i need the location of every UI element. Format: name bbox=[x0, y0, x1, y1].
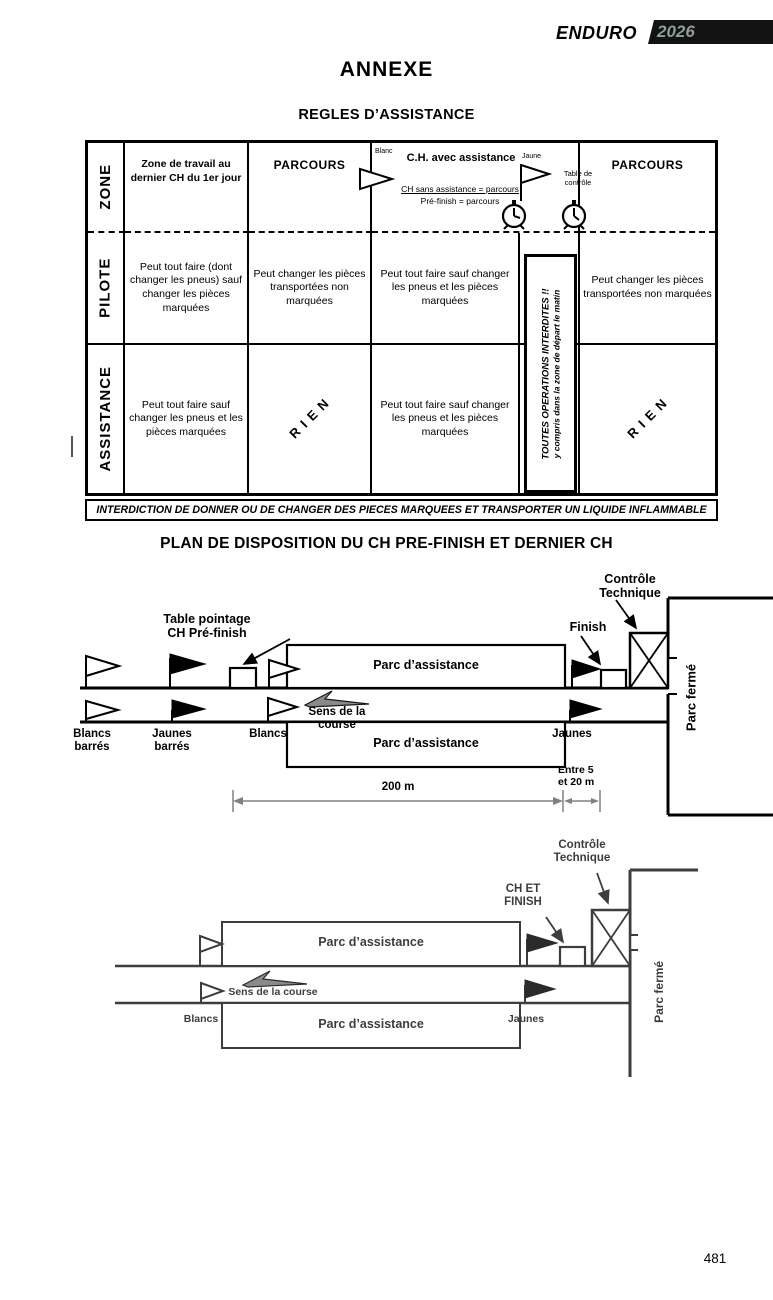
assistance-rules-table bbox=[85, 140, 718, 496]
blancs-label: Blancs bbox=[249, 728, 287, 740]
table-pointage-box bbox=[230, 668, 256, 688]
zone-parcours-right-cell: PARCOURS bbox=[580, 143, 715, 233]
pilote-cell-4: Peut changer les pièces transportées non marquées bbox=[580, 233, 715, 345]
rules-section-title: REGLES D’ASSISTANCE bbox=[298, 107, 475, 123]
clock-icon bbox=[560, 199, 588, 231]
black-flag-icon bbox=[172, 700, 205, 722]
page-number: 481 bbox=[703, 1251, 727, 1266]
finish-arrow bbox=[581, 636, 600, 664]
black-flag-icon bbox=[525, 980, 555, 1003]
brand-name: ENDURO bbox=[556, 23, 638, 43]
ch-rule-2: Pré-finish = parcours bbox=[420, 196, 500, 206]
controle-technique-crossed-box bbox=[630, 633, 668, 688]
pilote-cell-2: Peut changer les pièces transportées non marquées bbox=[249, 233, 372, 345]
parc-assistance-top-label: Parc d’assistance bbox=[373, 658, 479, 672]
controle-technique-crossed-box bbox=[592, 910, 630, 966]
diagram-pre-finish bbox=[73, 570, 773, 820]
assistance-cell-4: RIEN bbox=[624, 391, 674, 441]
jaunes-label: Jaunes bbox=[507, 1013, 545, 1025]
page-title: ANNEXE bbox=[339, 58, 434, 81]
pilote-cell-1: Peut tout faire (dont changer les pneus) sauf changer les pièces marquées bbox=[125, 233, 249, 345]
finish-label: Finish bbox=[569, 620, 607, 634]
blancs-barres-label: Blancs barrés bbox=[73, 728, 111, 754]
ch-finish-arrow bbox=[546, 917, 563, 942]
black-flag-icon bbox=[170, 654, 205, 688]
direction-arrow-icon bbox=[243, 971, 307, 987]
black-flag-icon bbox=[572, 660, 600, 688]
dimension-200m-label: 200 m bbox=[381, 781, 415, 793]
control-table-label: Table de contrôle bbox=[563, 169, 593, 187]
parc-ferme-label: Parc fermé bbox=[652, 960, 667, 1023]
controle-technique-arrow bbox=[616, 600, 636, 628]
white-flag-icon bbox=[200, 936, 222, 966]
diagram-2-drawing bbox=[80, 835, 773, 1090]
brand-year: 2026 bbox=[657, 22, 695, 41]
forbidden-operations-box bbox=[524, 254, 577, 493]
forbidden-line-1: TOUTES OPERATIONS INTERDITES !! bbox=[540, 287, 551, 460]
ch-title: C.H. avec assistance bbox=[406, 152, 516, 164]
white-flag-label: Blanc bbox=[375, 148, 393, 155]
black-flag-icon bbox=[570, 700, 601, 722]
margin-mark bbox=[71, 436, 73, 457]
white-flag-icon bbox=[201, 983, 223, 1003]
ch-rule-1: CH sans assistance = parcours bbox=[401, 184, 519, 194]
pilote-cell-3: Peut tout faire sauf changer les pneus et les pièces marquées bbox=[372, 233, 520, 345]
forbidden-line-2: y compris dans la zone de départ le matin bbox=[551, 289, 561, 458]
assistance-cell-3: Peut tout faire sauf changer les pneus et les pièces marquées bbox=[372, 345, 520, 493]
controle-technique-arrow bbox=[597, 873, 608, 903]
zone-ch-cell bbox=[372, 143, 593, 233]
yellow-flag-icon bbox=[516, 164, 556, 204]
blancs-label: Blancs bbox=[183, 1013, 219, 1025]
direction-arrow-icon bbox=[305, 691, 369, 707]
black-flag-icon bbox=[527, 934, 557, 966]
row-header-zone: ZONE bbox=[88, 143, 125, 233]
clock-icon bbox=[500, 199, 528, 231]
row-header-assistance: ASSISTANCE bbox=[88, 345, 125, 493]
finish-box bbox=[601, 670, 626, 688]
ch-finish-label: CH ET FINISH bbox=[504, 883, 542, 909]
jaunes-label: Jaunes bbox=[552, 728, 592, 740]
zone-work-cell: Zone de travail au dernier CH du 1er jour bbox=[125, 143, 249, 233]
assistance-cell-1: Peut tout faire sauf changer les pneus et les pièces marquées bbox=[125, 345, 249, 493]
white-flag-icon bbox=[86, 656, 119, 688]
sens-course-label: Sens de la course bbox=[228, 986, 318, 998]
parc-ferme-label: Parc fermé bbox=[683, 663, 699, 732]
ch-finish-box bbox=[560, 947, 585, 966]
yellow-flag-label: Jaune bbox=[522, 153, 542, 160]
dimension-entre-label: Entre 5 et 20 m bbox=[558, 764, 595, 789]
assistance-cell-2: RIEN bbox=[249, 345, 372, 493]
table-pointage-label: Table pointage CH Pré-finish bbox=[163, 612, 251, 641]
parc-assistance-bottom-label: Parc d’assistance bbox=[373, 736, 479, 750]
table-pointage-arrow bbox=[244, 639, 290, 664]
parc-assistance-top-label: Parc d’assistance bbox=[318, 935, 424, 949]
jaunes-barres-label: Jaunes barrés bbox=[152, 728, 192, 754]
zone-parcours-left-cell: PARCOURS bbox=[249, 143, 372, 233]
diagram-ch-finish bbox=[80, 835, 773, 1090]
sens-course-label: Sens de la course bbox=[308, 706, 366, 732]
controle-technique-label: Contrôle Technique bbox=[599, 572, 661, 601]
white-flag-icon bbox=[86, 701, 118, 722]
row-header-pilote: PILOTE bbox=[88, 233, 125, 345]
parc-assistance-bottom-label: Parc d’assistance bbox=[318, 1017, 424, 1031]
prohibition-banner: INTERDICTION DE DONNER OU DE CHANGER DES PIECES MARQUEES ET TRANSPORTER UN LIQUIDE INFLAMMABLE bbox=[85, 499, 718, 521]
controle-technique-label: Contrôle Technique bbox=[553, 839, 611, 865]
brand-logo bbox=[556, 20, 773, 46]
plan-section-title: PLAN DE DISPOSITION DU CH PRE-FINISH ET DERNIER CH bbox=[160, 535, 613, 552]
